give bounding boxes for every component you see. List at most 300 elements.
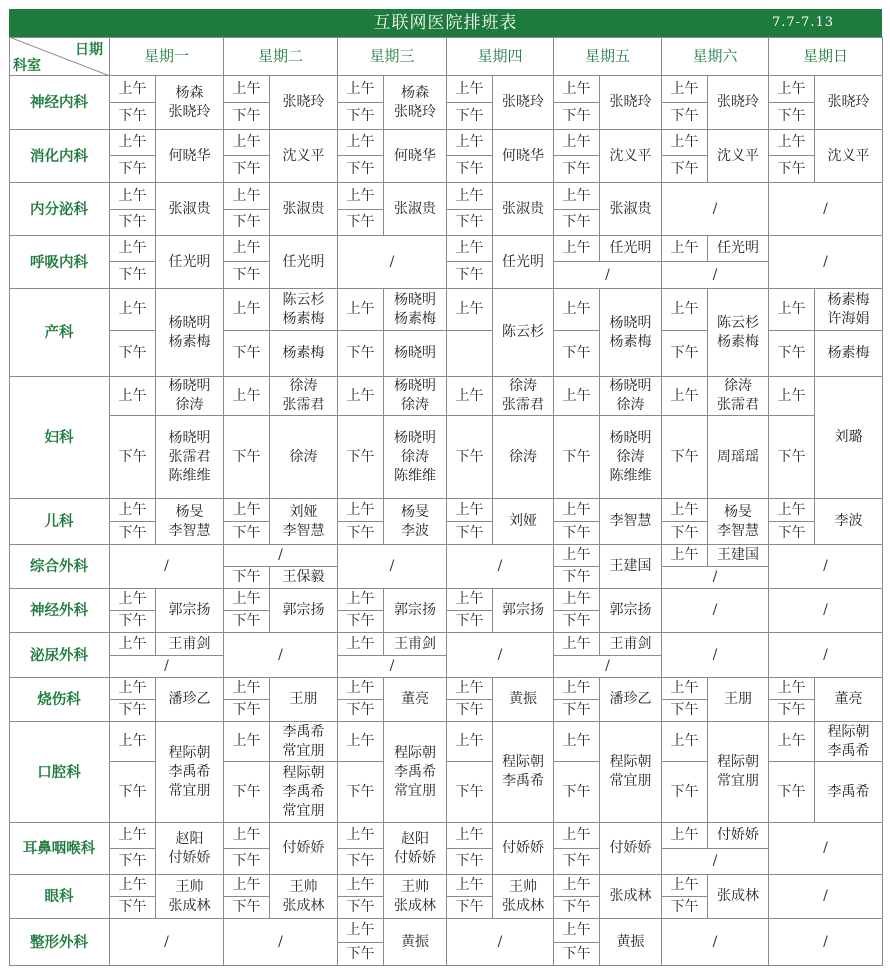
am-label: 上午 [769, 289, 815, 331]
pm-label: 下午 [110, 700, 156, 722]
am-label: 上午 [447, 183, 493, 210]
pm-label: 下午 [338, 210, 384, 236]
no-shift-cell-pm: / [662, 849, 769, 875]
day-header: 星期日 [769, 37, 883, 76]
pm-label: 下午 [224, 156, 270, 183]
doctor-cell: 杨晓明 杨素梅 [600, 289, 662, 377]
pm-label: 下午 [554, 897, 600, 919]
no-shift-cell: / [110, 919, 224, 966]
doctor-cell: 程际朝 常宜朋 [708, 722, 769, 823]
pm-label: 下午 [662, 522, 708, 545]
pm-label: 下午 [554, 762, 600, 823]
pm-label: 下午 [769, 700, 815, 722]
doctor-cell: 沈义平 [708, 130, 769, 183]
am-label: 上午 [554, 633, 600, 656]
pm-label: 下午 [110, 416, 156, 499]
no-shift-cell: / [224, 633, 338, 678]
pm-label: 下午 [662, 416, 708, 499]
am-label: 上午 [554, 377, 600, 416]
doctor-cell: 张淑贵 [270, 183, 338, 236]
pm-label: 下午 [662, 103, 708, 130]
doctor-cell-am: 杨晓明 徐涛 [156, 377, 224, 416]
doctor-cell: 付娇娇 [270, 823, 338, 875]
pm-label: 下午 [338, 522, 384, 545]
doctor-cell-am: 杨晓明 徐涛 [600, 377, 662, 416]
pm-label: 下午 [110, 611, 156, 633]
doctor-cell: 杨森 张晓玲 [384, 76, 447, 130]
am-label: 上午 [769, 499, 815, 522]
am-label: 上午 [554, 183, 600, 210]
am-label: 上午 [110, 678, 156, 700]
doctor-cell: 张晓玲 [270, 76, 338, 130]
no-shift-cell: / [769, 875, 883, 919]
doctor-cell: 郭宗扬 [600, 589, 662, 633]
doctor-cell-am: 任光明 [600, 236, 662, 262]
no-shift-cell: / [447, 919, 554, 966]
doctor-cell: 沈义平 [600, 130, 662, 183]
doctor-cell: 张成林 [600, 875, 662, 919]
no-shift-cell-pm: / [554, 656, 662, 678]
pm-label: 下午 [447, 210, 493, 236]
department-label: 烧伤科 [9, 678, 110, 722]
am-label: 上午 [338, 377, 384, 416]
pm-label: 下午 [224, 416, 270, 499]
pm-label: 下午 [447, 897, 493, 919]
doctor-cell: 付娇娇 [600, 823, 662, 875]
doctor-cell-am: 杨素梅 许海娟 [815, 289, 883, 331]
department-label: 儿科 [9, 499, 110, 545]
pm-label: 下午 [769, 156, 815, 183]
am-label: 上午 [662, 377, 708, 416]
pm-label: 下午 [662, 700, 708, 722]
doctor-cell-am: 徐涛 张霈君 [270, 377, 338, 416]
pm-label: 下午 [554, 611, 600, 633]
pm-label: 下午 [110, 262, 156, 289]
doctor-cell: 陈云杉 杨素梅 [708, 289, 769, 377]
doctor-cell: 张晓玲 [708, 76, 769, 130]
am-label: 上午 [662, 678, 708, 700]
doctor-cell: 潘珍乙 [156, 678, 224, 722]
doctor-cell-am: 付娇娇 [708, 823, 769, 849]
pm-label: 下午 [447, 103, 493, 130]
am-label: 上午 [338, 633, 384, 656]
pm-label: 下午 [769, 331, 815, 377]
pm-label: 下午 [447, 762, 493, 823]
doctor-cell-am: 程际朝 李禹希 [815, 722, 883, 762]
doctor-cell: 张淑贵 [493, 183, 554, 236]
pm-label: 下午 [338, 943, 384, 966]
doctor-cell-am: 陈云杉 杨素梅 [270, 289, 338, 331]
day-header: 星期一 [110, 37, 224, 76]
pm-label: 下午 [224, 897, 270, 919]
pm-label: 下午 [447, 416, 493, 499]
pm-label: 下午 [224, 611, 270, 633]
pm-label: 下午 [338, 700, 384, 722]
department-label: 神经外科 [9, 589, 110, 633]
doctor-cell: 何晓华 [156, 130, 224, 183]
pm-label: 下午 [338, 762, 384, 823]
am-label: 上午 [338, 678, 384, 700]
pm-label: 下午 [110, 156, 156, 183]
am-label: 上午 [554, 919, 600, 943]
pm-label: 下午 [110, 331, 156, 377]
am-label: 上午 [662, 722, 708, 762]
am-label: 上午 [447, 678, 493, 700]
doctor-cell: 沈义平 [270, 130, 338, 183]
am-label: 上午 [554, 289, 600, 331]
doctor-cell: 何晓华 [493, 130, 554, 183]
am-label: 上午 [662, 289, 708, 331]
am-label: 上午 [447, 130, 493, 156]
am-label: 上午 [338, 289, 384, 331]
am-label: 上午 [110, 633, 156, 656]
doctor-cell-am: 李禹希 常宜朋 [270, 722, 338, 762]
doctor-cell: 黄振 [384, 919, 447, 966]
am-label: 上午 [338, 875, 384, 897]
doctor-cell: 王帅 张成林 [384, 875, 447, 919]
day-header: 星期二 [224, 37, 338, 76]
doctor-cell-pm: 杨晓明 徐涛 陈维维 [600, 416, 662, 499]
no-shift-cell-pm: / [110, 656, 224, 678]
pm-label: 下午 [224, 103, 270, 130]
pm-label: 下午 [224, 849, 270, 875]
department-label: 眼科 [9, 875, 110, 919]
no-shift-cell: / [769, 183, 883, 236]
am-label: 上午 [110, 183, 156, 210]
department-label: 妇科 [9, 377, 110, 499]
day-header: 星期六 [662, 37, 769, 76]
pm-label: 下午 [554, 700, 600, 722]
am-label: 上午 [662, 76, 708, 103]
department-label: 泌尿外科 [9, 633, 110, 678]
no-shift-cell-am: / [224, 545, 338, 567]
doctor-cell: 郭宗扬 [156, 589, 224, 633]
am-label: 上午 [110, 722, 156, 762]
am-label: 上午 [554, 499, 600, 522]
department-label: 消化内科 [9, 130, 110, 183]
pm-label: 下午 [338, 897, 384, 919]
doctor-cell-am: 王甫剑 [384, 633, 447, 656]
doctor-cell: 张淑贵 [156, 183, 224, 236]
am-label: 上午 [224, 722, 270, 762]
department-label: 整形外科 [9, 919, 110, 966]
doctor-cell: 程际朝 常宜朋 [600, 722, 662, 823]
am-label: 上午 [338, 183, 384, 210]
pm-label: 下午 [338, 156, 384, 183]
am-label: 上午 [110, 589, 156, 611]
no-shift-cell: / [662, 633, 769, 678]
am-label: 上午 [224, 130, 270, 156]
doctor-cell: 赵阳 付娇娇 [156, 823, 224, 875]
no-shift-cell: / [338, 545, 447, 589]
doctor-cell-pm: 杨素梅 [815, 331, 883, 377]
am-label: 上午 [447, 823, 493, 849]
doctor-cell: 杨旻 李智慧 [156, 499, 224, 545]
department-label: 口腔科 [9, 722, 110, 823]
doctor-cell-pm: 杨晓明 [384, 331, 447, 377]
no-shift-cell: / [769, 545, 883, 589]
am-label: 上午 [447, 875, 493, 897]
am-label: 上午 [769, 76, 815, 103]
am-label: 上午 [662, 545, 708, 567]
no-shift-cell: / [769, 236, 883, 289]
am-label: 上午 [662, 875, 708, 897]
pm-label: 下午 [447, 611, 493, 633]
am-label: 上午 [662, 823, 708, 849]
doctor-cell: 杨森 张晓玲 [156, 76, 224, 130]
pm-label: 下午 [338, 103, 384, 130]
pm-label: 下午 [224, 522, 270, 545]
doctor-cell: 郭宗扬 [384, 589, 447, 633]
am-label: 上午 [110, 289, 156, 331]
day-header: 星期五 [554, 37, 662, 76]
doctor-cell-am: 王建国 [708, 545, 769, 567]
no-shift-cell: / [769, 589, 883, 633]
pm-label: 下午 [224, 210, 270, 236]
pm-label: 下午 [110, 897, 156, 919]
pm-label: 下午 [554, 156, 600, 183]
am-label: 上午 [338, 919, 384, 943]
am-label: 上午 [554, 823, 600, 849]
pm-label: 下午 [447, 700, 493, 722]
doctor-cell: 刘娅 李智慧 [270, 499, 338, 545]
doctor-cell-am: 徐涛 张霈君 [708, 377, 769, 416]
am-label: 上午 [447, 499, 493, 522]
no-shift-cell: / [447, 633, 554, 678]
no-shift-cell: / [338, 236, 447, 289]
doctor-cell: 程际朝 李禹希 常宜朋 [384, 722, 447, 823]
pm-label: 下午 [769, 522, 815, 545]
am-label: 上午 [662, 499, 708, 522]
pm-label: 下午 [662, 762, 708, 823]
pm-label: 下午 [110, 762, 156, 823]
pm-label: 下午 [224, 762, 270, 823]
pm-label: 下午 [662, 156, 708, 183]
am-label: 上午 [110, 76, 156, 103]
am-label: 上午 [110, 377, 156, 416]
doctor-cell-pm: 徐涛 [493, 416, 554, 499]
doctor-cell-am: 杨晓明 杨素梅 [384, 289, 447, 331]
no-shift-cell: / [769, 633, 883, 678]
doctor-cell: 潘珍乙 [600, 678, 662, 722]
page-title: 互联网医院排班表 [373, 13, 518, 33]
doctor-cell-am: 杨晓明 徐涛 [384, 377, 447, 416]
pm-label: 下午 [110, 522, 156, 545]
doctor-cell-am: 王甫剑 [600, 633, 662, 656]
doctor-cell-pm: 王保毅 [270, 567, 338, 589]
department-label: 呼吸内科 [9, 236, 110, 289]
am-label: 上午 [554, 130, 600, 156]
doctor-cell-pm: 杨素梅 [270, 331, 338, 377]
doctor-cell: 王帅 张成林 [270, 875, 338, 919]
am-label: 上午 [447, 722, 493, 762]
am-label: 上午 [554, 589, 600, 611]
doctor-cell: 沈义平 [815, 130, 883, 183]
no-shift-cell: / [447, 545, 554, 589]
department-label: 综合外科 [9, 545, 110, 589]
no-shift-cell: / [662, 589, 769, 633]
day-header: 星期三 [338, 37, 447, 76]
pm-label: 下午 [769, 762, 815, 823]
am-label: 上午 [224, 183, 270, 210]
doctor-cell: 王建国 [600, 545, 662, 589]
doctor-cell: 程际朝 李禹希 常宜朋 [156, 722, 224, 823]
doctor-cell: 赵阳 付娇娇 [384, 823, 447, 875]
no-shift-cell-pm: / [662, 262, 769, 289]
pm-label: 下午 [224, 262, 270, 289]
doctor-cell: 王帅 张成林 [493, 875, 554, 919]
no-shift-cell-pm: / [662, 567, 769, 589]
department-label: 神经内科 [9, 76, 110, 130]
doctor-cell: 任光明 [156, 236, 224, 289]
doctor-cell: 杨旻 李波 [384, 499, 447, 545]
pm-label: 下午 [447, 156, 493, 183]
pm-label: 下午 [554, 522, 600, 545]
am-label: 上午 [224, 377, 270, 416]
am-label: 上午 [338, 499, 384, 522]
pm-label: 下午 [554, 567, 600, 589]
doctor-cell: 张晓玲 [600, 76, 662, 130]
doctor-cell: 张淑贵 [600, 183, 662, 236]
doctor-cell-pm: 李禹希 [815, 762, 883, 823]
am-label: 上午 [769, 130, 815, 156]
am-label: 上午 [769, 722, 815, 762]
am-label: 上午 [224, 875, 270, 897]
pm-label: 下午 [447, 849, 493, 875]
no-shift-cell-pm: / [554, 262, 662, 289]
doctor-cell-am: 徐涛 张霈君 [493, 377, 554, 416]
doctor-cell: 张晓玲 [815, 76, 883, 130]
am-label: 上午 [554, 545, 600, 567]
doctor-cell-am: 任光明 [708, 236, 769, 262]
doctor-cell: 郭宗扬 [493, 589, 554, 633]
no-shift-cell: / [662, 919, 769, 966]
am-label: 上午 [224, 76, 270, 103]
doctor-cell: 黄振 [493, 678, 554, 722]
no-shift-cell: / [224, 919, 338, 966]
am-label: 上午 [769, 678, 815, 700]
pm-label: 下午 [338, 611, 384, 633]
am-label: 上午 [338, 76, 384, 103]
no-shift-cell: / [769, 919, 883, 966]
doctor-cell: 黄振 [600, 919, 662, 966]
pm-label: 下午 [554, 331, 600, 377]
am-label: 上午 [554, 678, 600, 700]
am-label: 上午 [662, 236, 708, 262]
doctor-cell: 刘娅 [493, 499, 554, 545]
am-label: 上午 [110, 875, 156, 897]
am-label: 上午 [447, 377, 493, 416]
no-shift-cell: / [110, 545, 224, 589]
am-label: 上午 [224, 236, 270, 262]
pm-label: 下午 [662, 331, 708, 377]
doctor-cell: 李智慧 [600, 499, 662, 545]
pm-label: 下午 [224, 567, 270, 589]
am-label: 上午 [447, 236, 493, 262]
doctor-cell: 任光明 [493, 236, 554, 289]
doctor-cell-pm: 程际朝 李禹希 常宜朋 [270, 762, 338, 823]
doctor-cell-am: 王甫剑 [156, 633, 224, 656]
am-label: 上午 [338, 823, 384, 849]
no-shift-cell: / [769, 823, 883, 875]
pm-label: 下午 [110, 103, 156, 130]
doctor-cell: 付娇娇 [493, 823, 554, 875]
pm-label: 下午 [662, 897, 708, 919]
doctor-cell: 陈云杉 [493, 289, 554, 377]
pm-label: 下午 [447, 262, 493, 289]
doctor-cell: 李波 [815, 499, 883, 545]
am-label: 上午 [110, 236, 156, 262]
pm-label: 下午 [224, 331, 270, 377]
am-label: 上午 [554, 76, 600, 103]
am-label: 上午 [224, 289, 270, 331]
pm-label: 下午 [554, 416, 600, 499]
pm-empty [447, 331, 493, 377]
no-shift-cell-pm: / [338, 656, 447, 678]
doctor-cell: 张晓玲 [493, 76, 554, 130]
pm-label: 下午 [447, 522, 493, 545]
pm-label: 下午 [224, 700, 270, 722]
pm-label: 下午 [554, 210, 600, 236]
am-label: 上午 [110, 823, 156, 849]
am-label: 上午 [110, 499, 156, 522]
date-range: 7.7-7.13 [771, 15, 834, 30]
doctor-cell: 刘璐 [815, 377, 883, 499]
am-label: 上午 [447, 289, 493, 331]
doctor-cell-pm: 周瑶瑶 [708, 416, 769, 499]
doctor-cell: 王帅 张成林 [156, 875, 224, 919]
doctor-cell: 何晓华 [384, 130, 447, 183]
doctor-cell: 杨旻 李智慧 [708, 499, 769, 545]
doctor-cell: 杨晓明 杨素梅 [156, 289, 224, 377]
day-header: 星期四 [447, 37, 554, 76]
pm-label: 下午 [554, 943, 600, 966]
doctor-cell-pm: 杨晓明 张霈君 陈维维 [156, 416, 224, 499]
doctor-cell: 张淑贵 [384, 183, 447, 236]
am-label: 上午 [224, 678, 270, 700]
department-label: 内分泌科 [9, 183, 110, 236]
am-label: 上午 [224, 589, 270, 611]
pm-label: 下午 [769, 103, 815, 130]
am-label: 上午 [224, 499, 270, 522]
corner-date-label: 日期 [75, 42, 103, 58]
am-label: 上午 [338, 589, 384, 611]
doctor-cell-pm: 徐涛 [270, 416, 338, 499]
department-label: 耳鼻咽喉科 [9, 823, 110, 875]
department-label: 产科 [9, 289, 110, 377]
am-label: 上午 [447, 589, 493, 611]
pm-label: 下午 [110, 210, 156, 236]
doctor-cell: 张成林 [708, 875, 769, 919]
doctor-cell: 董亮 [815, 678, 883, 722]
pm-label: 下午 [338, 849, 384, 875]
pm-label: 下午 [338, 331, 384, 377]
am-label: 上午 [554, 722, 600, 762]
am-label: 上午 [224, 823, 270, 849]
pm-label: 下午 [554, 103, 600, 130]
pm-label: 下午 [554, 849, 600, 875]
pm-label: 下午 [338, 416, 384, 499]
am-label: 上午 [338, 130, 384, 156]
am-label: 上午 [769, 377, 815, 416]
doctor-cell: 董亮 [384, 678, 447, 722]
doctor-cell: 王朋 [270, 678, 338, 722]
no-shift-cell: / [662, 183, 769, 236]
doctor-cell-pm: 杨晓明 徐涛 陈维维 [384, 416, 447, 499]
pm-label: 下午 [769, 416, 815, 499]
doctor-cell: 郭宗扬 [270, 589, 338, 633]
corner-dept-label: 科室 [13, 58, 41, 74]
